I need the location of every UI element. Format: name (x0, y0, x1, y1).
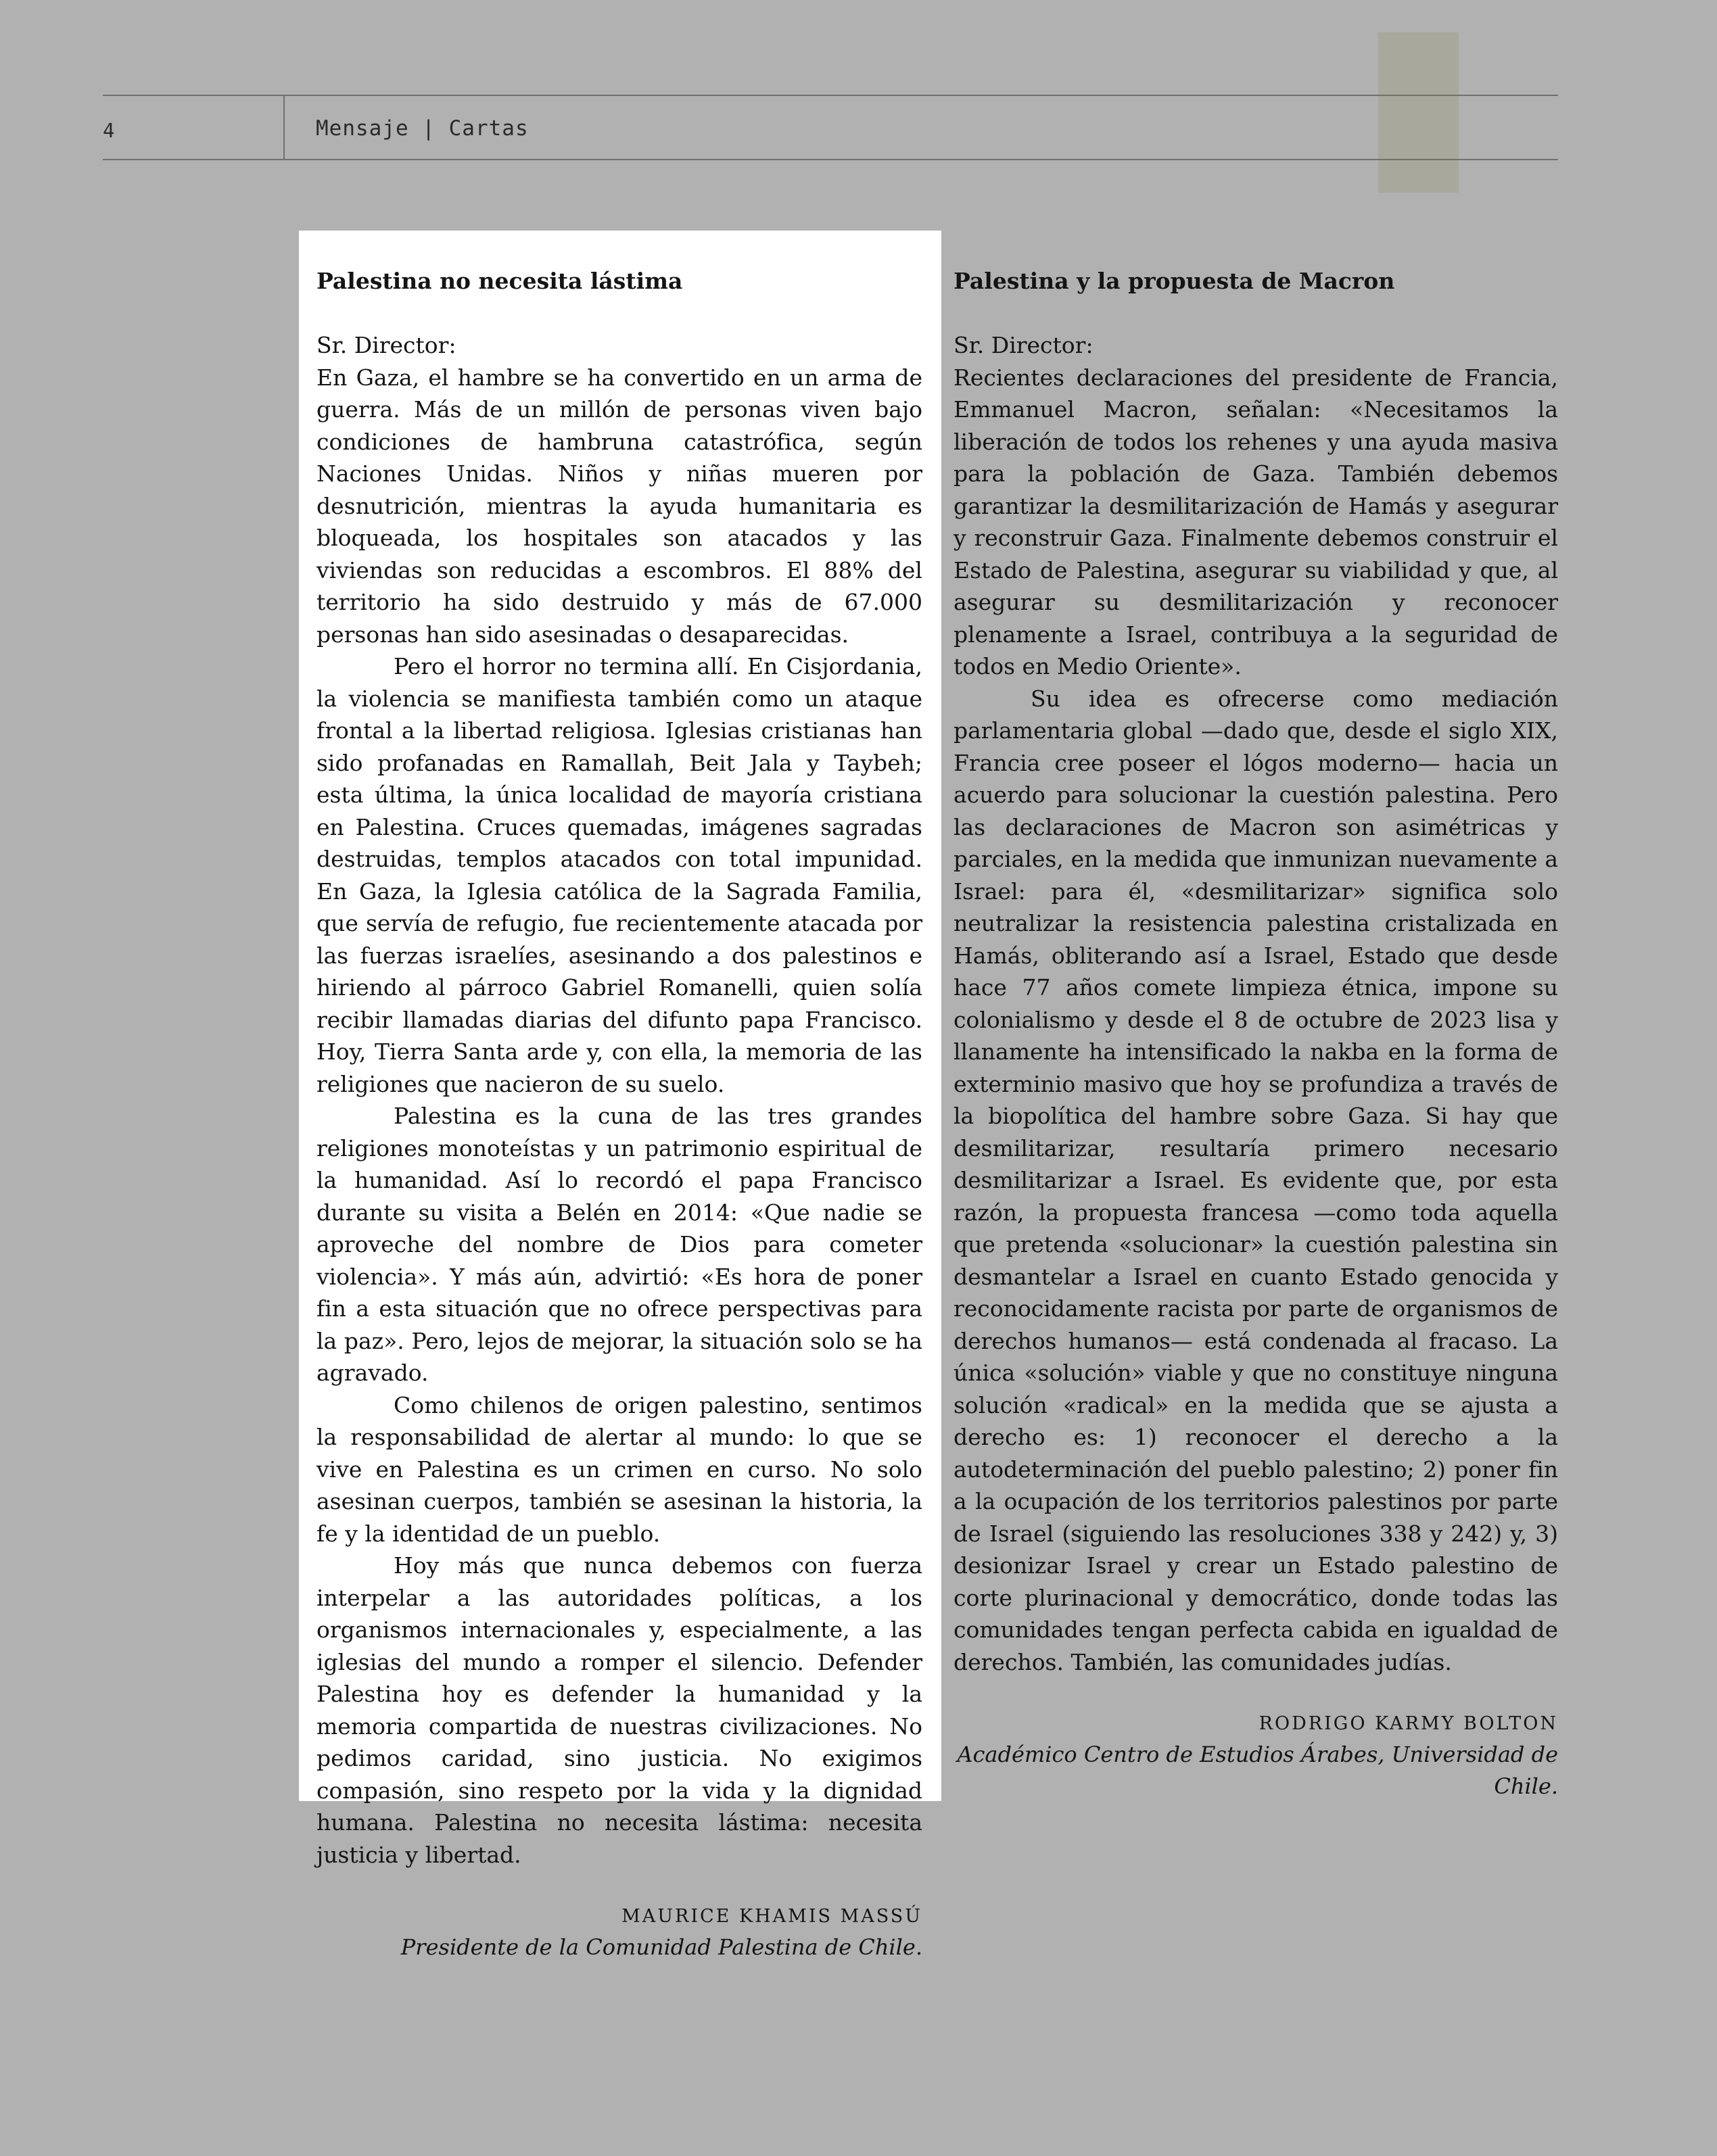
letter-signature (316, 1901, 922, 1963)
letter-paragraph: Su idea es ofrecerse como mediación parlamentaria global —dado que, desde el siglo XIX, Francia cree poseer el lógos moderno— hacia un acuerdo para solucionar la cuestión palestina. Pero las declaraciones de Macron son asimétricas y parciales, en la medida que inmunizan nuevamente a Israel: para él, «desmilitarizar» significa solo neutralizar la resistencia palestina cristalizada en Hamás, obliterando así a Israel, Estado que desde hace 77 años comete limpieza étnica, impone su colonialismo y desde el 8 de octubre de 2023 lisa y llanamente ha intensificado la nakba en la forma de exterminio masivo que hoy se profundiza a través de la biopolítica del hambre sobre Gaza. Si hay que desmilitarizar, resultaría primero necesario desmilitarizar a Israel. Es evidente que, por esta razón, la propuesta francesa —como toda aquella que pretenda «solucionar» la cuestión palestina sin desmantelar a Israel en cuanto Estado genocida y reconocidamente racista por parte de organismos de derechos humanos— está condenada al fracaso. La única «solución» viable y que no constituye ninguna solución «radical» en la medida que se ajusta a derecho es: 1) reconocer el derecho a la autodeterminación del pueblo palestino; 2) poner fin a la ocupación de los territorios palestinos por parte de Israel (siguiendo las resoluciones 338 y 242) y, 3) desionizar Israel y crear un Estado palestino de corte plurinacional y democrático, donde todas las comunidades tengan perfecta cabida en igualdad de derechos. También, las comunidades judías. (954, 685, 1558, 1675)
author-name: RODRIGO KARMY BOLTON (1259, 1713, 1558, 1734)
header-top-rule (103, 95, 1558, 96)
section-tab-marker (1378, 32, 1459, 193)
letter-signature (954, 1708, 1558, 1802)
section-label: Mensaje | Cartas (316, 116, 529, 141)
letter-salutation: Sr. Director: (316, 332, 456, 358)
letter-title: Palestina y la propuesta de Macron (954, 268, 1395, 294)
author-role: Presidente de la Comunidad Palestina de Chile. (400, 1934, 922, 1960)
header-bottom-rule (103, 159, 1558, 160)
letter-salutation: Sr. Director: (954, 332, 1093, 358)
letter-title: Palestina no necesita lástima (316, 268, 683, 294)
letter-right (954, 231, 1562, 1802)
letter-paragraph: Palestina es la cuna de las tres grandes religiones monoteístas y un patrimonio espiritual de la humanidad. Así lo recordó el papa Francisco durante su visita a Belén en 2014: «Que nadie se aproveche del nombre de Dios para cometer violencia». Y más aún, advirtió: «Es hora de poner fin a esta situación que no ofrece perspectivas para la paz». Pero, lejos de mejorar, la situación solo se ha agravado. (316, 1103, 922, 1386)
author-name: MAURICE KHAMIS MASSÚ (621, 1906, 922, 1927)
header-divider (283, 95, 285, 160)
author-role: Académico Centro de Estudios Árabes, Universidad de Chile. (957, 1742, 1558, 1799)
letter-left (299, 231, 941, 1960)
page-number: 4 (103, 119, 115, 142)
letter-paragraph: Como chilenos de origen palestino, sentimos la responsabilidad de alertar al mundo: lo que se vive en Palestina es un crimen en curso. No solo asesinan cuerpos, también se asesinan la historia, la fe y la identidad de un pueblo. (316, 1391, 922, 1547)
letter-paragraph: Pero el horror no termina allí. En Cisjordania, la violencia se manifiesta también como un ataque frontal a la libertad religiosa. Iglesias cristianas han sido profanadas en Ramallah, Beit Jala y Taybeh; esta última, la única localidad de mayoría cristiana en Palestina. Cruces quemadas, imágenes sagradas destruidas, templos atacados con total impunidad. En Gaza, la Iglesia católica de la Sagrada Familia, que servía de refugio, fue recientemente atacada por las fuerzas israelíes, asesinando a dos palestinos e hiriendo al párroco Gabriel Romanelli, quien solía recibir llamadas diarias del difunto papa Francisco. Hoy, Tierra Santa arde y, con ella, la memoria de las religiones que nacieron de su suelo. (316, 653, 922, 1097)
letter-paragraph: Recientes declaraciones del presidente de Francia, Emmanuel Macron, señalan: «Necesitamos la liberación de todos los rehenes y una ayuda masiva para la población de Gaza. También debemos garantizar la desmilitarización de Hamás y asegurar y reconstruir Gaza. Finalmente debemos construir el Estado de Palestina, asegurar su viabilidad y que, al asegurar su desmilitarización y reconocer plenamente a Israel, contribuya a la seguridad de todos en Medio Oriente». (954, 364, 1558, 679)
letter-paragraph: En Gaza, el hambre se ha convertido en un arma de guerra. Más de un millón de personas viven bajo condiciones de hambruna catastrófica, según Naciones Unidas. Niños y niñas mueren por desnutrición, mientras la ayuda humanitaria es bloqueada, los hospitales son atacados y las viviendas son reducidas a escombros. El 88% del territorio ha sido destruido y más de 67.000 personas han sido asesinadas o desaparecidas. (316, 364, 922, 648)
letter-paragraph: Hoy más que nunca debemos con fuerza interpelar a las autoridades políticas, a los organismos internacionales y, especialmente, a las iglesias del mundo a romper el silencio. Defender Palestina hoy es defender la humanidad y la memoria compartida de nuestras civilizaciones. No pedimos caridad, sino justicia. No exigimos compasión, sino respeto por la vida y la dignidad humana. Palestina no necesita lástima: necesita justicia y libertad. (316, 1552, 922, 1868)
